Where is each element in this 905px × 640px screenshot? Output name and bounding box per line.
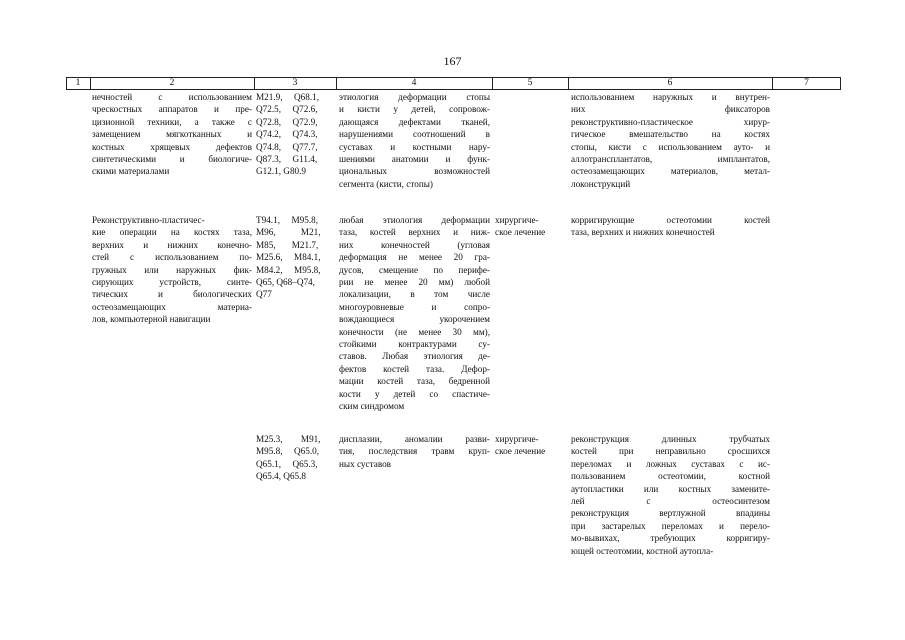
cell-line: скими материалами xyxy=(92,166,170,177)
cell-line: рии не менее 20 мм) любой xyxy=(339,277,490,288)
cell-method xyxy=(571,214,770,239)
cell-model xyxy=(339,214,490,413)
cell-line: Q77 xyxy=(256,289,272,300)
cell-line: сирующих устройств, синте- xyxy=(92,277,252,288)
cell-line: Q72.8, Q72.9, xyxy=(256,116,318,127)
cell-line: при застарелых переломах и перело- xyxy=(571,520,770,531)
cell-line: использованием наружных и внутрен- xyxy=(571,92,770,102)
cell-treatment xyxy=(495,214,567,239)
cell-line: ским синдромом xyxy=(339,401,405,412)
cell-line: хирургиче- xyxy=(495,215,539,225)
cell-line: остеозамещающих материа- xyxy=(92,301,252,312)
cell-line: M95.8, Q65.0, xyxy=(256,446,320,457)
cell-line: Q65, Q68–Q74, xyxy=(256,277,315,288)
cell-line: вождающиеся укорочением xyxy=(339,314,490,325)
cell-line: и кисти у детей, сопровож- xyxy=(339,104,490,115)
cell-line: M96, M21, xyxy=(256,227,321,238)
cell-treatment xyxy=(495,433,567,458)
cell-line: дисплазии, аномалии разви- xyxy=(339,434,490,444)
cell-name xyxy=(92,91,252,178)
cell-line: ское лечение xyxy=(495,446,546,457)
cell-line: замещением мягкотканных и xyxy=(92,129,252,140)
cell-line: реконструктивно-пластическое хирур- xyxy=(571,116,770,127)
cell-line: M21.9, Q68.1, xyxy=(256,92,320,102)
cell-line: аллотрансплантатов, имплантатов, xyxy=(571,154,770,165)
cell-line: лей с остеосинтезом xyxy=(571,496,770,507)
cell-model xyxy=(339,433,490,470)
cell-line: таза, верхних и нижних конечностей xyxy=(571,227,715,238)
cell-line: остеозамещающих материалов, метал- xyxy=(571,166,770,177)
cell-line: мации костей таза, бедренной xyxy=(339,376,490,387)
cell-line: реконструкция длинных трубчатых xyxy=(571,434,770,444)
cell-model xyxy=(339,91,490,190)
cell-line: любая этиология деформации xyxy=(339,215,490,225)
header-col-4: 4 xyxy=(411,78,417,88)
cell-line: дусов, смещение по перифе- xyxy=(339,264,490,275)
cell-line: костей при неправильно сросшихся xyxy=(571,446,770,457)
cell-line: конечности (не менее 30 мм), xyxy=(339,326,490,337)
cell-line: суставах и костными нару- xyxy=(339,141,490,152)
cell-line: Реконструктивно-пластичес- xyxy=(92,215,205,225)
cell-line: дающаяся дефектами тканей, xyxy=(339,116,490,127)
page-number: 167 xyxy=(443,54,462,68)
cell-line: M85, M21.7, xyxy=(256,239,319,250)
cell-line: костных хрящевых дефектов xyxy=(92,141,252,152)
cell-line: M25.3, M91, xyxy=(256,434,321,444)
header-col-3: 3 xyxy=(292,78,298,88)
cell-codes xyxy=(256,91,336,178)
cell-line: фектов костей таза. Дефор- xyxy=(339,363,490,374)
cell-line: верхних и нижних конечно- xyxy=(92,239,252,250)
cell-line: аутопластики или костных замените- xyxy=(571,483,770,494)
cell-line: ющей остеотомии, костной аутопла- xyxy=(571,545,714,556)
cell-line: Q65.1, Q65.3, xyxy=(256,458,318,469)
header-col-7: 7 xyxy=(804,78,809,88)
cell-line: нарушениями соотношений в xyxy=(339,129,490,140)
cell-line: этиология деформации стопы xyxy=(339,92,490,102)
cell-line: ское лечение xyxy=(495,227,546,238)
cell-line: тия, последствия травм круп- xyxy=(339,446,490,457)
cell-line: ных суставов xyxy=(339,458,392,469)
cell-line: Q65.4, Q65.8 xyxy=(256,471,307,482)
cell-line: стойкими контрактурами су- xyxy=(339,339,490,350)
cell-line: них фиксаторов xyxy=(571,104,770,115)
cell-line: Q74.2, Q74.3, xyxy=(256,129,318,140)
column-divider xyxy=(840,78,841,89)
cell-line: реконструкция вертлужной впадины xyxy=(571,508,770,519)
cell-line: синтетическими и биологиче- xyxy=(92,154,252,165)
cell-line: гическое вмешательство на костях xyxy=(571,129,770,140)
cell-line: локализации, в том числе xyxy=(339,289,490,300)
cell-line: многоуровневые и сопро- xyxy=(339,301,490,312)
header-col-5: 5 xyxy=(527,78,533,88)
cell-line: сегмента (кисти, стопы) xyxy=(339,178,433,189)
cell-line: нечностей с использованием xyxy=(92,92,252,102)
cell-line: M84.2, M95.8, xyxy=(256,264,321,275)
cell-line: циональных возможностей xyxy=(339,166,490,177)
cell-line: мо-вывихах, требующих корригиру- xyxy=(571,533,770,544)
cell-codes xyxy=(256,214,336,301)
cell-line: T94.1, M95.8, xyxy=(256,215,319,225)
header-col-6: 6 xyxy=(667,78,673,88)
header-col-2: 2 xyxy=(169,78,175,88)
cell-line: гружных или наружных фик- xyxy=(92,264,252,275)
cell-line: лов, компьютерной навигации xyxy=(92,314,211,325)
cell-line: чрескостных аппаратов и пре- xyxy=(92,104,252,115)
cell-line: деформация не менее 20 гра- xyxy=(339,252,490,263)
cell-method xyxy=(571,91,770,190)
cell-line: Q72.5, Q72.6, xyxy=(256,104,318,115)
cell-line: цизионной техники, а также с xyxy=(92,116,252,127)
cell-line: Q87.3, G11.4, xyxy=(256,154,318,165)
cell-line: локонструкций xyxy=(571,178,631,189)
cell-line: тических и биологических xyxy=(92,289,252,300)
cell-line: корригирующие остеотомии костей xyxy=(571,215,770,225)
cell-line: G12.1, G80.9 xyxy=(256,166,307,177)
cell-codes xyxy=(256,433,336,483)
cell-line: стей с использованием по- xyxy=(92,252,252,263)
cell-line: шениями анатомии и функ- xyxy=(339,154,490,165)
cell-line: таза, костей верхних и ниж- xyxy=(339,227,490,238)
cell-line: кости у детей со спастиче- xyxy=(339,388,490,399)
cell-line: кие операции на костях таза, xyxy=(92,227,252,238)
cell-name xyxy=(92,214,252,326)
table-header-rule xyxy=(66,89,841,90)
header-col-1: 1 xyxy=(75,78,81,88)
cell-line: Q74.8, Q77.7, xyxy=(256,141,318,152)
cell-line: хирургиче- xyxy=(495,434,539,444)
cell-line: пользованием остеотомии, костной xyxy=(571,471,770,482)
cell-line: переломах и ложных суставах с ис- xyxy=(571,458,770,469)
cell-line: них конечностей (угловая xyxy=(339,239,490,250)
cell-method xyxy=(571,433,770,557)
cell-line: M25.6, M84.1, xyxy=(256,252,321,263)
cell-line: стопы, кисти с использованием ауто- и xyxy=(571,141,770,152)
cell-line: ставов. Любая этиология де- xyxy=(339,351,490,362)
